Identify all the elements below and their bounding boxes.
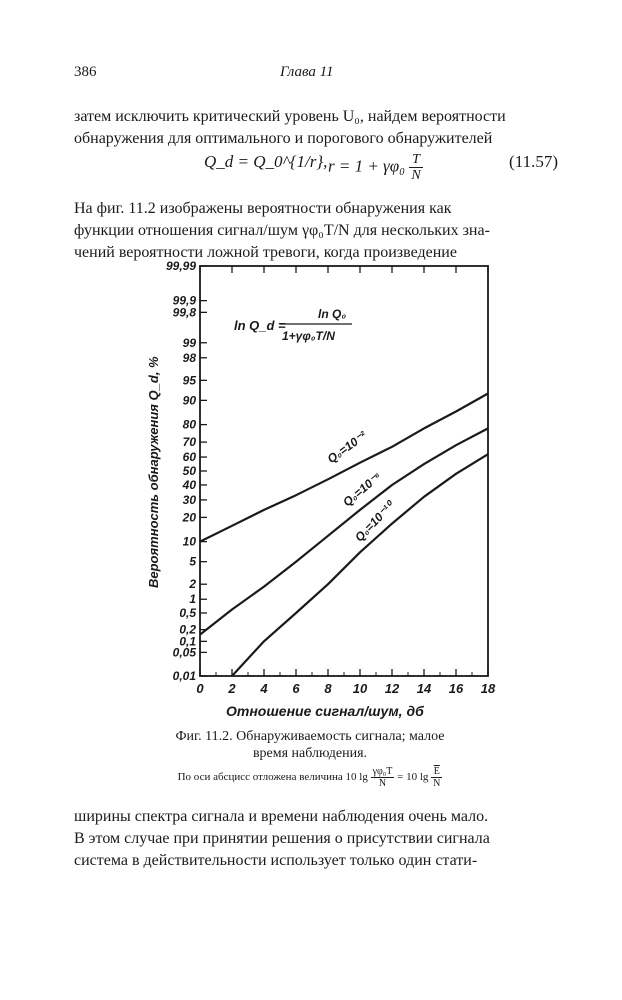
curve-label: Q₀=10⁻⁶ bbox=[340, 469, 385, 510]
x-axis-label: Отношение сигнал/шум, дб bbox=[226, 703, 424, 719]
paragraph-figure-ref bbox=[74, 198, 558, 264]
y-tick-label: 0,05 bbox=[172, 645, 196, 660]
figure-caption bbox=[130, 728, 490, 762]
subcaption-fraction-1 bbox=[371, 766, 395, 789]
fraction-numerator: T bbox=[409, 152, 422, 168]
fraction-denominator: N bbox=[411, 168, 421, 183]
y-tick-label: 30 bbox=[182, 492, 196, 507]
chart-curves bbox=[200, 394, 488, 677]
x-tick-label: 0 bbox=[196, 681, 204, 696]
y-tick-label: 0,1 bbox=[179, 634, 196, 649]
y-tick-label: 60 bbox=[182, 450, 196, 465]
text-line: затем исключить критический уровень U₀, найдем вероятности bbox=[74, 108, 506, 125]
chapter-title: Глава 11 bbox=[280, 64, 334, 80]
y-tick-label: 99,8 bbox=[172, 305, 196, 320]
curve-series bbox=[200, 394, 488, 545]
y-axis-label: Вероятность обнаружения Q_d, % bbox=[146, 356, 161, 588]
x-tick-label: 12 bbox=[384, 681, 400, 696]
subcaption-fraction-2 bbox=[431, 766, 442, 789]
x-tick-label: 2 bbox=[228, 681, 236, 696]
x-tick-label: 8 bbox=[324, 681, 332, 696]
y-tick-label: 98 bbox=[182, 350, 196, 365]
y-tick-label: 0,2 bbox=[179, 622, 196, 637]
detection-chart bbox=[130, 258, 510, 720]
y-tick-label: 40 bbox=[182, 477, 196, 492]
curve-label: Q₀=10⁻¹⁰ bbox=[352, 499, 397, 545]
fraction-numerator: $\overline{E}$ bbox=[431, 766, 442, 778]
equation-rhs-prefix: r = 1 + γφ₀ bbox=[328, 156, 406, 176]
equation-fraction bbox=[409, 152, 422, 183]
y-tick-label: 0,01 bbox=[172, 669, 196, 683]
y-tick-label: 90 bbox=[182, 393, 196, 408]
formula-denominator: 1+γφ₀T/N bbox=[282, 329, 335, 343]
y-tick-label: 20 bbox=[182, 510, 196, 525]
y-tick-label: 95 bbox=[182, 373, 196, 388]
y-tick-label: 50 bbox=[182, 464, 196, 478]
equation-rhs bbox=[328, 152, 423, 183]
x-tick-label: 4 bbox=[260, 681, 268, 696]
x-tick-label: 16 bbox=[448, 681, 464, 696]
figure-subcaption bbox=[100, 766, 520, 789]
curve-series bbox=[200, 428, 488, 634]
text-line: В этом случае при принятии решения о присутствии сигнала bbox=[74, 830, 490, 847]
text-line: ширины спектра сигнала и времени наблюдения очень мало. bbox=[74, 808, 489, 825]
x-tick-label: 6 bbox=[292, 681, 300, 696]
subcaption-prefix: По оси абсцисс отложена величина 10 lg bbox=[177, 771, 368, 784]
text-line: обнаружения для оптимального и порогового обнаружителей bbox=[74, 130, 493, 147]
y-tick-label: 80 bbox=[182, 417, 196, 432]
paragraph-continuation bbox=[74, 806, 558, 872]
y-tick-label: 1 bbox=[189, 592, 196, 607]
y-tick-label: 70 bbox=[182, 435, 196, 450]
y-tick-label: 0,5 bbox=[179, 605, 196, 620]
equation-lhs: Q_d = Q_0^{1/r}, bbox=[204, 152, 328, 171]
subcaption-mid: = 10 lg bbox=[397, 771, 429, 784]
caption-line: время наблюдения. bbox=[252, 746, 368, 761]
text-line: функции отношения сигнал/шум γφ₀T/N для нескольких зна- bbox=[74, 222, 490, 239]
formula-numerator: ln Q₀ bbox=[318, 307, 347, 321]
formula-box bbox=[234, 307, 352, 343]
x-tick-label: 14 bbox=[416, 681, 432, 696]
paragraph-intro bbox=[74, 106, 558, 150]
fraction-numerator: γφ₀T bbox=[372, 766, 393, 777]
x-tick-label: 10 bbox=[352, 681, 368, 696]
curve-label: Q₀=10⁻² bbox=[324, 428, 370, 467]
text-line: На фиг. 11.2 изображены вероятности обнаружения как bbox=[74, 200, 452, 217]
y-tick-label: 99 bbox=[182, 335, 196, 350]
fraction-denominator: N bbox=[378, 778, 387, 789]
formula-lhs: ln Q_d = bbox=[234, 318, 286, 333]
x-tick-label: 18 bbox=[480, 681, 496, 696]
y-tick-label: 99,99 bbox=[165, 259, 196, 273]
y-tick-label: 99,9 bbox=[172, 293, 196, 308]
equation-number: (11.57) bbox=[509, 152, 558, 171]
text-line: система в действительности использует только один стати- bbox=[74, 852, 478, 869]
y-tick-label: 10 bbox=[182, 534, 196, 549]
y-tick-label: 5 bbox=[189, 554, 196, 569]
fraction-denominator: N bbox=[433, 778, 441, 789]
page-number: 386 bbox=[74, 64, 97, 80]
y-tick-label: 2 bbox=[189, 577, 196, 592]
caption-line: Фиг. 11.2. Обнаруживаемость сигнала; малое bbox=[175, 729, 445, 744]
text-line: чений вероятности ложной тревоги, когда произведение bbox=[74, 244, 457, 261]
